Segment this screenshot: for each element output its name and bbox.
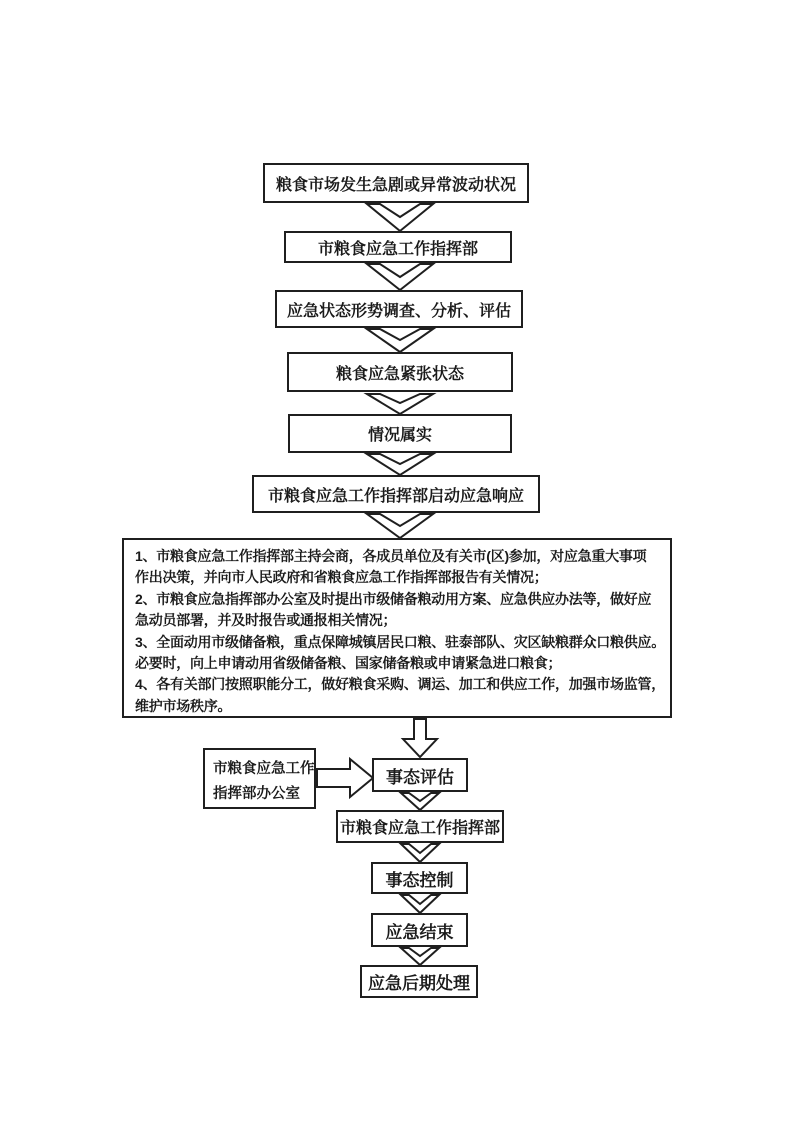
- task-line: 作出决策，并向市人民政府和省粮食应急工作指挥部报告有关情况；: [135, 569, 548, 586]
- flow-box-situation-evaluation: 事态评估: [372, 758, 468, 792]
- arrow-down-icon: [401, 844, 439, 862]
- task-line: 必要时，向上申请动用省级储备粮、国家储备粮或申请紧急进口粮食；: [135, 655, 562, 672]
- flow-box-emergency-headquarters-2: 市粮食应急工作指挥部: [336, 810, 504, 843]
- flow-box-post-emergency-handling: 应急后期处理: [360, 965, 478, 998]
- flow-box-headquarters-office: [203, 748, 316, 809]
- flow-box-market-fluctuation: 粮食市场发生急剧或异常波动状况: [263, 163, 529, 203]
- task-line: 4、各有关部门按照职能分工，做好粮食采购、调运、加工和供应工作，加强市场监管，: [135, 676, 666, 693]
- flow-box-situation-control: 事态控制: [371, 862, 468, 894]
- office-line: 指挥部办公室: [213, 786, 300, 802]
- block-arrow-right-icon: [317, 759, 373, 797]
- block-arrow-down-icon: [403, 719, 437, 757]
- task-line: 1、市粮食应急工作指挥部主持会商，各成员单位及有关市(区)参加，对应急重大事项: [135, 548, 647, 564]
- flow-box-response-tasks: [122, 538, 672, 718]
- task-line: 2、市粮食应急指挥部办公室及时提出市级储备粮动用方案、应急供应办法等，做好应: [135, 590, 652, 607]
- flow-box-situation-investigation: 应急状态形势调查、分析、评估: [275, 290, 523, 328]
- flow-box-activate-response: 市粮食应急工作指挥部启动应急响应: [252, 475, 540, 513]
- flow-box-emergency-headquarters: 市粮食应急工作指挥部: [284, 231, 512, 263]
- arrow-down-icon: [401, 793, 439, 810]
- arrow-down-icon: [367, 329, 433, 352]
- arrow-down-icon: [401, 895, 439, 913]
- arrow-down-icon: [367, 264, 433, 290]
- arrow-down-icon: [367, 514, 433, 538]
- task-line: 3、全面动用市级储备粮，重点保障城镇居民口粮、驻泰部队、灾区缺粮群众口粮供应。: [135, 633, 666, 650]
- arrow-down-icon: [401, 948, 439, 965]
- flow-box-tension-state: 粮食应急紧张状态: [287, 352, 513, 392]
- flow-box-situation-verified: 情况属实: [288, 414, 512, 453]
- task-line: 急动员部署，并及时报告或通报相关情况；: [135, 612, 397, 629]
- flow-box-emergency-end: 应急结束: [371, 913, 468, 947]
- arrow-down-icon: [367, 454, 433, 475]
- arrow-down-icon: [367, 204, 433, 231]
- office-line: 市粮食应急工作: [213, 761, 315, 777]
- arrow-down-icon: [367, 394, 433, 414]
- task-line: 维护市场秩序。: [135, 697, 232, 714]
